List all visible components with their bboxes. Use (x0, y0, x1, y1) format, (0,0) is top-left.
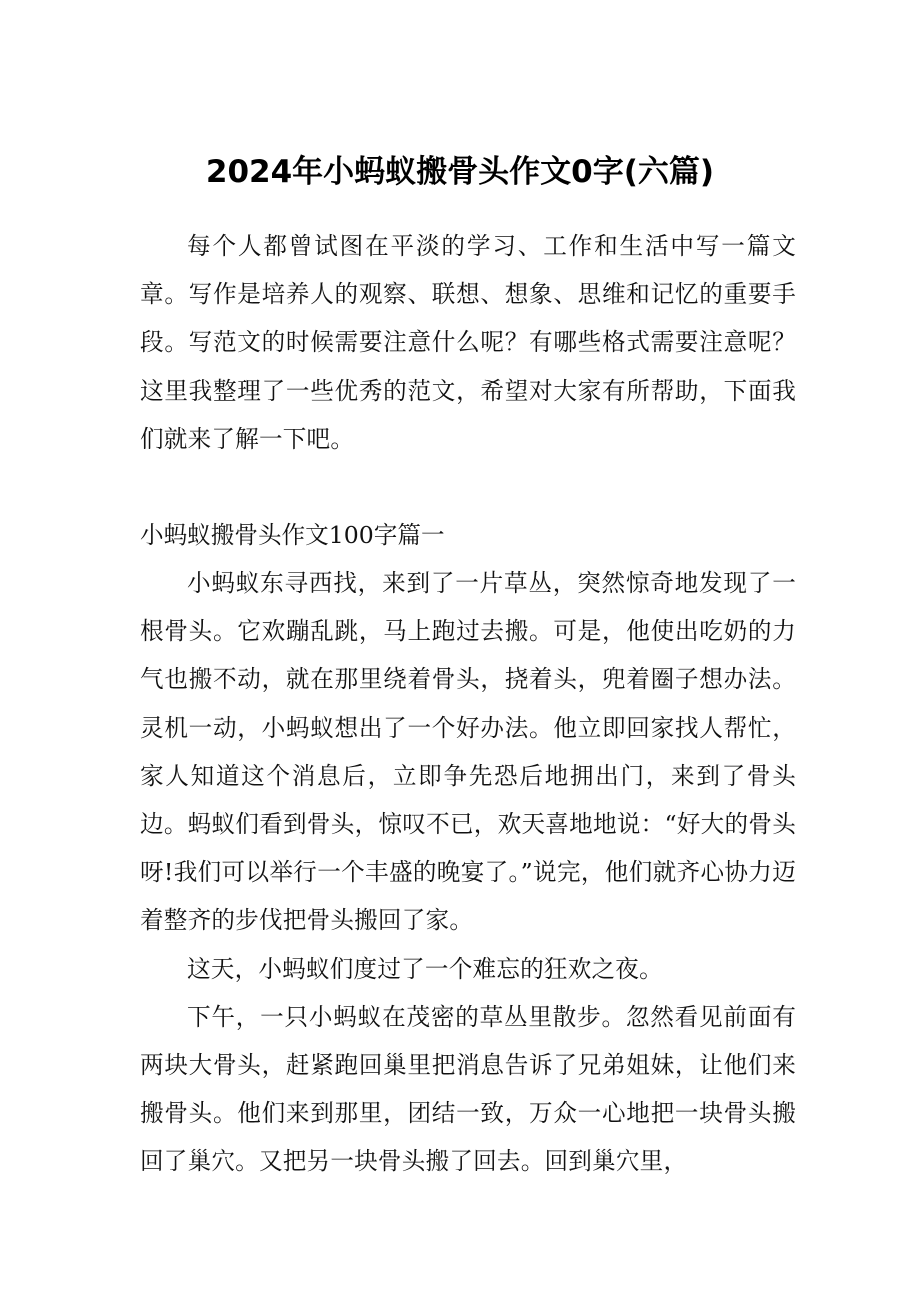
intro-paragraph: 每个人都曾试图在平淡的学习、工作和生活中写一篇文章。写作是培养人的观察、联想、想象、思维和记忆的重要手段。写范文的时候需要注意什么呢？有哪些格式需要注意呢？这里我整理了一些优秀的范文，希望对大家有所帮助，下面我们就来了解一下吧。 (140, 232, 796, 453)
section-heading: 小蚂蚁搬骨头作文100字篇一 (140, 521, 445, 549)
document-title: 2024年小蚂蚁搬骨头作文0字(六篇) (205, 154, 715, 190)
body-paragraph: 这天，小蚂蚁们度过了一个难忘的狂欢之夜。 (187, 954, 663, 983)
section-body (140, 559, 796, 1186)
body-paragraph: 小蚂蚁东寻西找，来到了一片草丛，突然惊奇地发现了一根骨头。它欢蹦乱跳，马上跑过去搬。可是，他使出吃奶的力气也搬不动，就在那里绕着骨头，挠着头，兜着圈子想办法。灵机一动，小蚂蚁想出了一个好办法。他立即回家找人帮忙，家人知道这个消息后，立即争先恐后地拥出门，来到了骨头边。蚂蚁们看到骨头，惊叹不已，欢天喜地地说：“好大的骨头呀!我们可以举行一个丰盛的晚宴了。”说完，他们就齐心协力迈着整齐的步伐把骨头搬回了家。 (140, 569, 796, 935)
body-paragraph: 下午，一只小蚂蚁在茂密的草丛里散步。忽然看见前面有两块大骨头，赶紧跑回巢里把消息告诉了兄弟姐妹，让他们来搬骨头。他们来到那里，团结一致，万众一心地把一块骨头搬回了巢穴。又把另一块骨头搬了回去。回到巢穴里， (140, 1002, 796, 1176)
intro-block (140, 222, 796, 463)
